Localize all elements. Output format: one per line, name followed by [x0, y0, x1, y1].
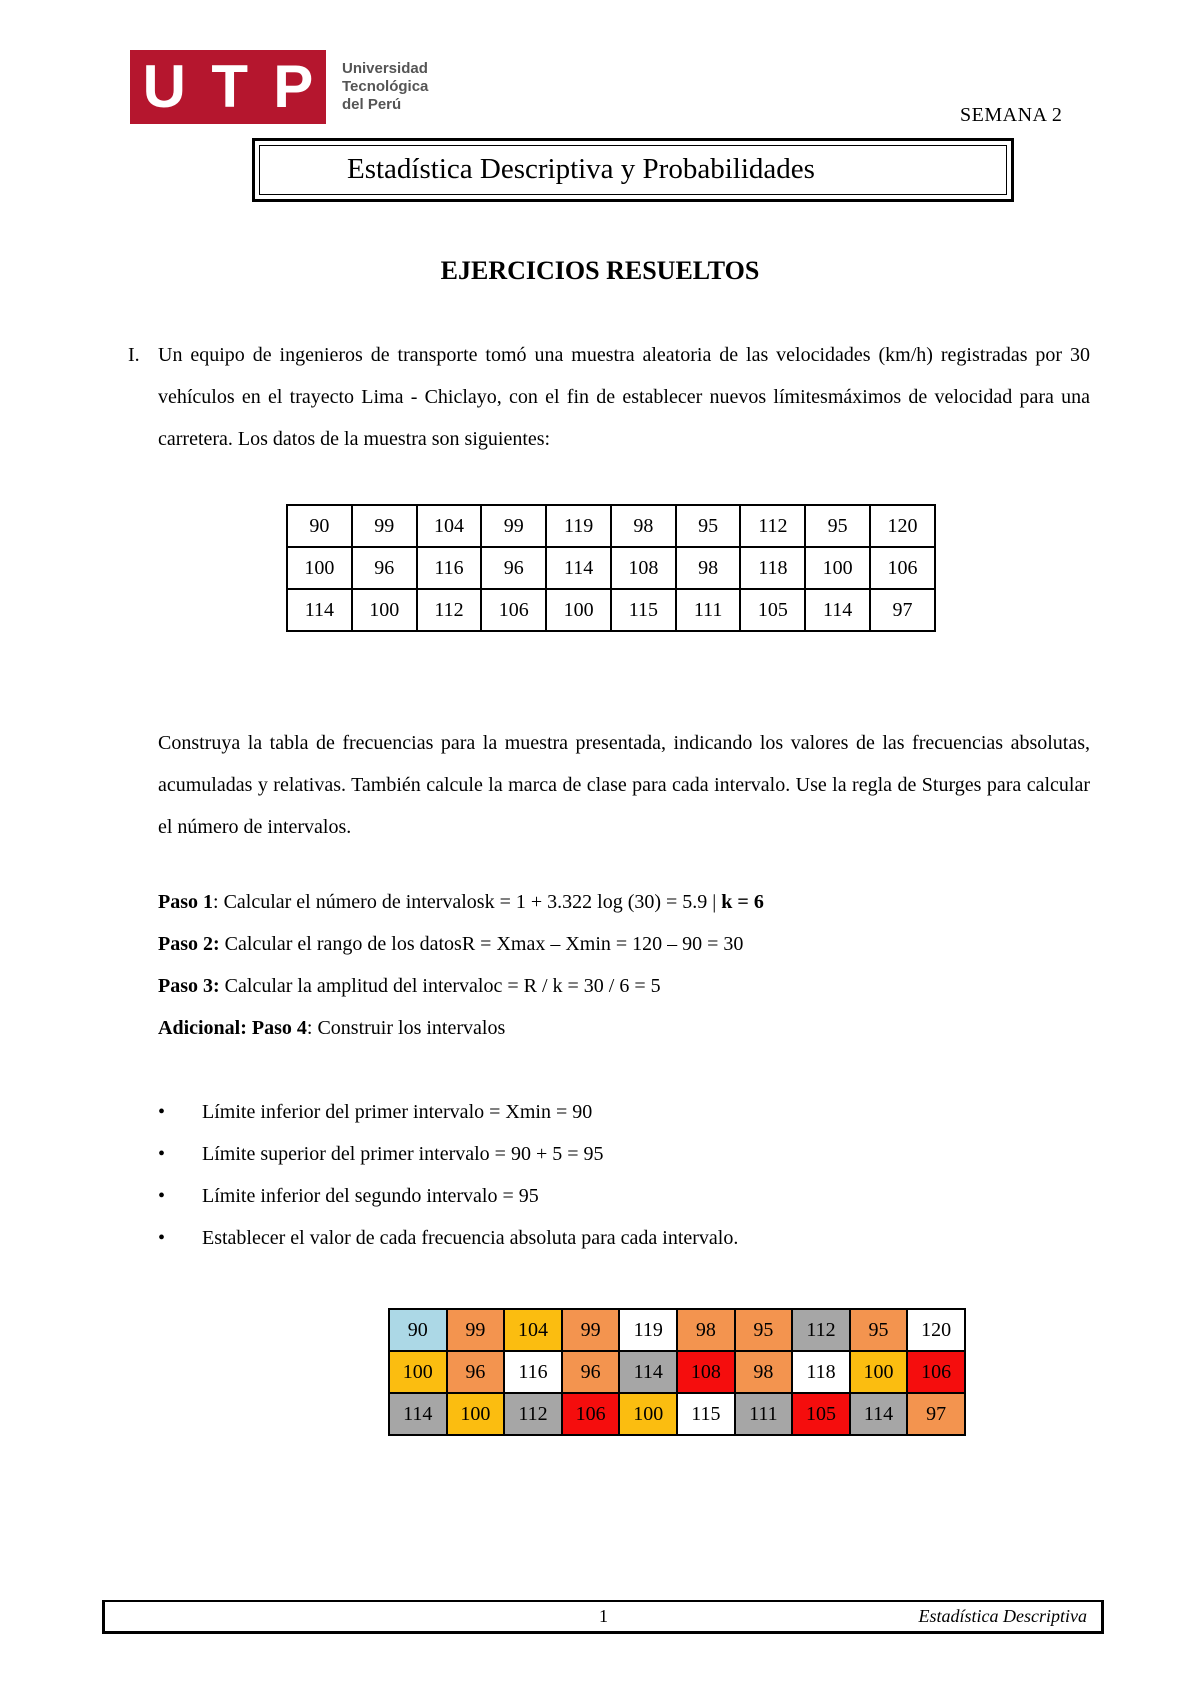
logo-letter: P: [273, 53, 314, 120]
colored-table-cell: 115: [677, 1393, 735, 1435]
colored-table-cell: 99: [447, 1309, 505, 1351]
colored-data-table: [388, 1308, 966, 1436]
colored-table-cell: 114: [389, 1393, 447, 1435]
step-label: Paso 3:: [158, 975, 220, 997]
table-cell: 118: [740, 547, 805, 589]
table-cell: 98: [611, 505, 676, 547]
table-cell: 90: [287, 505, 352, 547]
colored-table-cell: 100: [619, 1393, 677, 1435]
step-2: [158, 930, 743, 958]
logo-letter: U: [142, 53, 186, 120]
table-cell: 120: [870, 505, 935, 547]
table-cell: 100: [805, 547, 870, 589]
bullet-item: [158, 1224, 738, 1252]
step-result: k = 6: [721, 891, 764, 913]
bullet-text: Establecer el valor de cada frecuencia absoluta para cada intervalo.: [202, 1227, 739, 1249]
step-3: [158, 972, 661, 1000]
table-cell: 111: [676, 589, 741, 631]
table-cell: 105: [740, 589, 805, 631]
table-cell: 119: [546, 505, 611, 547]
colored-table-cell: 114: [619, 1351, 677, 1393]
colored-table-cell: 100: [447, 1393, 505, 1435]
table-cell: 99: [481, 505, 546, 547]
step-text: Calcular el número de intervalosk = 1 + 3.322 log (30) = 5.9 |: [223, 891, 722, 913]
page-footer: [102, 1600, 1104, 1634]
step-text: Construir los intervalos: [317, 1017, 506, 1039]
table-cell: 106: [870, 547, 935, 589]
table-cell: 100: [546, 589, 611, 631]
footer-title: Estadística Descriptiva: [918, 1606, 1087, 1626]
colored-table-cell: 116: [504, 1351, 562, 1393]
step-text: Calcular la amplitud del intervaloc = R / k = 30 / 6 = 5: [224, 975, 661, 997]
table-cell: 112: [740, 505, 805, 547]
bullet-item: [158, 1140, 604, 1168]
colored-table-cell: 98: [735, 1351, 792, 1393]
colored-table-cell: 119: [619, 1309, 677, 1351]
bullet-text: Límite inferior del segundo intervalo = 95: [202, 1185, 539, 1207]
table-row: [389, 1309, 965, 1351]
step-label: Paso 1: [158, 891, 213, 913]
colored-table-cell: 105: [792, 1393, 850, 1435]
colored-table-cell: 120: [907, 1309, 965, 1351]
colored-table-cell: 112: [504, 1393, 562, 1435]
colored-table-cell: 100: [850, 1351, 908, 1393]
colored-table-cell: 106: [562, 1393, 620, 1435]
table-row: [287, 505, 935, 547]
bullet-item: [158, 1098, 592, 1126]
table-cell: 115: [611, 589, 676, 631]
bullet-text: Límite superior del primer intervalo = 90 + 5 = 95: [202, 1143, 604, 1165]
table-cell: 100: [287, 547, 352, 589]
bullet-icon: •: [158, 1185, 166, 1207]
step-label: Paso 2:: [158, 933, 220, 955]
logo-line: Tecnológica: [342, 78, 429, 95]
colored-table-cell: 111: [735, 1393, 792, 1435]
utp-logo: [130, 50, 428, 124]
utp-logo-mark: [130, 50, 326, 124]
table-row: [389, 1351, 965, 1393]
course-title-box: [252, 138, 1014, 202]
colored-table-cell: 114: [850, 1393, 908, 1435]
table-cell: 95: [676, 505, 741, 547]
week-label: SEMANA 2: [960, 104, 1063, 126]
colored-table-cell: 106: [907, 1351, 965, 1393]
bullet-icon: •: [158, 1227, 166, 1249]
problem-number: I.: [128, 344, 140, 366]
table-cell: 97: [870, 589, 935, 631]
colored-table-cell: 97: [907, 1393, 965, 1435]
table-cell: 95: [805, 505, 870, 547]
page-number: 1: [599, 1606, 608, 1626]
course-title: Estadística Descriptiva y Probabilidades: [347, 153, 815, 185]
colored-table-cell: 96: [447, 1351, 505, 1393]
bullet-item: [158, 1182, 539, 1210]
problem-statement: Un equipo de ingenieros de transporte tomó una muestra aleatoria de las velocidades (km/h) registradas por 30 vehículos en el trayecto Lima - Chiclayo, con el fin de establecer nuevos límitesmáximos de velocidad para una carretera. Los datos de la muestra son siguientes:: [158, 344, 1090, 450]
colored-table-cell: 95: [735, 1309, 792, 1351]
colored-table-cell: 99: [562, 1309, 620, 1351]
bullet-text: Límite inferior del primer intervalo = Xmin = 90: [202, 1101, 593, 1123]
table-cell: 114: [287, 589, 352, 631]
table-row: [287, 547, 935, 589]
colored-table-cell: 112: [792, 1309, 850, 1351]
colored-table-cell: 100: [389, 1351, 447, 1393]
table-cell: 98: [676, 547, 741, 589]
colored-table-cell: 96: [562, 1351, 620, 1393]
table-cell: 106: [481, 589, 546, 631]
logo-university-name: [342, 60, 428, 114]
bullet-icon: •: [158, 1101, 166, 1123]
step-label: Adicional: Paso 4: [158, 1017, 307, 1039]
table-row: [389, 1393, 965, 1435]
logo-line: Universidad: [342, 60, 428, 77]
colored-table-cell: 95: [850, 1309, 908, 1351]
step-1: [158, 888, 764, 916]
step-text: Calcular el rango de los datosR = Xmax – Xmin = 120 – 90 = 30: [224, 933, 744, 955]
colored-table-cell: 108: [677, 1351, 735, 1393]
table-cell: 100: [352, 589, 417, 631]
table-cell: 108: [611, 547, 676, 589]
colored-table-cell: 98: [677, 1309, 735, 1351]
table-cell: 114: [805, 589, 870, 631]
table-cell: 96: [352, 547, 417, 589]
table-cell: 104: [417, 505, 482, 547]
table-row: [287, 589, 935, 631]
table-cell: 116: [417, 547, 482, 589]
table-cell: 99: [352, 505, 417, 547]
colored-table-cell: 118: [792, 1351, 850, 1393]
step-sep: :: [306, 1017, 318, 1039]
colored-table-cell: 104: [504, 1309, 562, 1351]
table-cell: 96: [481, 547, 546, 589]
colored-table-cell: 90: [389, 1309, 447, 1351]
table-cell: 114: [546, 547, 611, 589]
logo-line: del Perú: [342, 96, 402, 113]
instructions: Construya la tabla de frecuencias para la muestra presentada, indicando los valores de las frecuencias absolutas, acumuladas y relativas. También calcule la marca de clase para cada intervalo. Use la regla de Sturges para calcular el número de intervalos.: [158, 732, 1090, 838]
logo-letter: T: [211, 53, 248, 120]
bullet-icon: •: [158, 1143, 166, 1165]
table-cell: 112: [417, 589, 482, 631]
page-heading: EJERCICIOS RESUELTOS: [440, 256, 760, 285]
step-sep: :: [213, 891, 224, 913]
step-4: [158, 1014, 505, 1042]
sample-data-table: [286, 504, 936, 632]
